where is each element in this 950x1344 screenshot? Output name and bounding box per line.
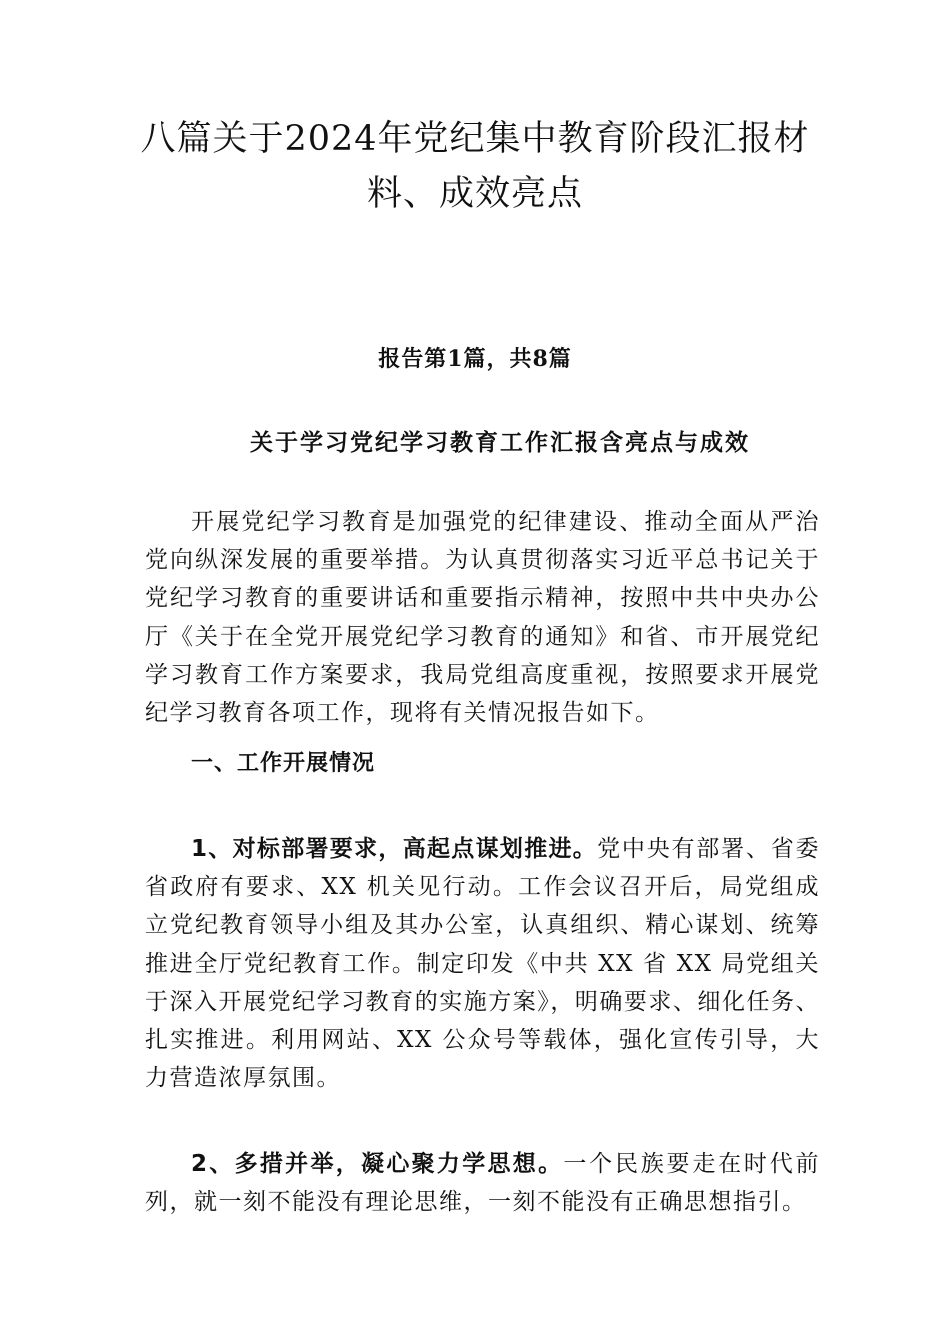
section-heading-work-progress: 一、工作开展情况 bbox=[191, 751, 376, 776]
document-title: 八篇关于2024年党纪集中教育阶段汇报材料、成效亮点 bbox=[140, 119, 810, 214]
item-1-paragraph bbox=[145, 830, 820, 1097]
item-2-body: 一个民族要走在时代前列，就一刻不能没有理论思维，一刻不能没有正确思想指引。 bbox=[145, 1151, 820, 1216]
item-2-lead: 2、多措并举，凝心聚力学思想。 bbox=[191, 1151, 564, 1177]
item-2-paragraph bbox=[145, 1145, 820, 1221]
report-count: 报告第1篇，共8篇 bbox=[378, 346, 572, 372]
item-1-body: 党中央有部署、省委省政府有要求、XX 机关见行动。工作会议召开后，局党组成立党纪教育领导小组及其办公室，认真组织、精心谋划、统筹推进全厅党纪教育工作。制定印发《中共 XX 省 XX 局党组关于深入开展党纪学习教育的实施方案》，明确要求、细化任务、扎实推进。利用网站、XX 公众号等载体，强化宣传引导，大力营造浓厚氛围。 bbox=[145, 836, 820, 1092]
item-1-lead: 1、对标部署要求，高起点谋划推进。 bbox=[191, 836, 598, 862]
intro-paragraph: 开展党纪学习教育是加强党的纪律建设、推动全面从严治党向纵深发展的重要举措。为认真贯彻落实习近平总书记关于党纪学习教育的重要讲话和重要指示精神，按照中共中央办公厅《关于在全党开展党纪学习教育的通知》和省、市开展党纪学习教育工作方案要求，我局党组高度重视，按照要求开展党纪学习教育各项工作，现将有关情况报告如下。 bbox=[145, 509, 820, 727]
report-title: 关于学习党纪学习教育工作汇报含亮点与成效 bbox=[250, 429, 750, 456]
